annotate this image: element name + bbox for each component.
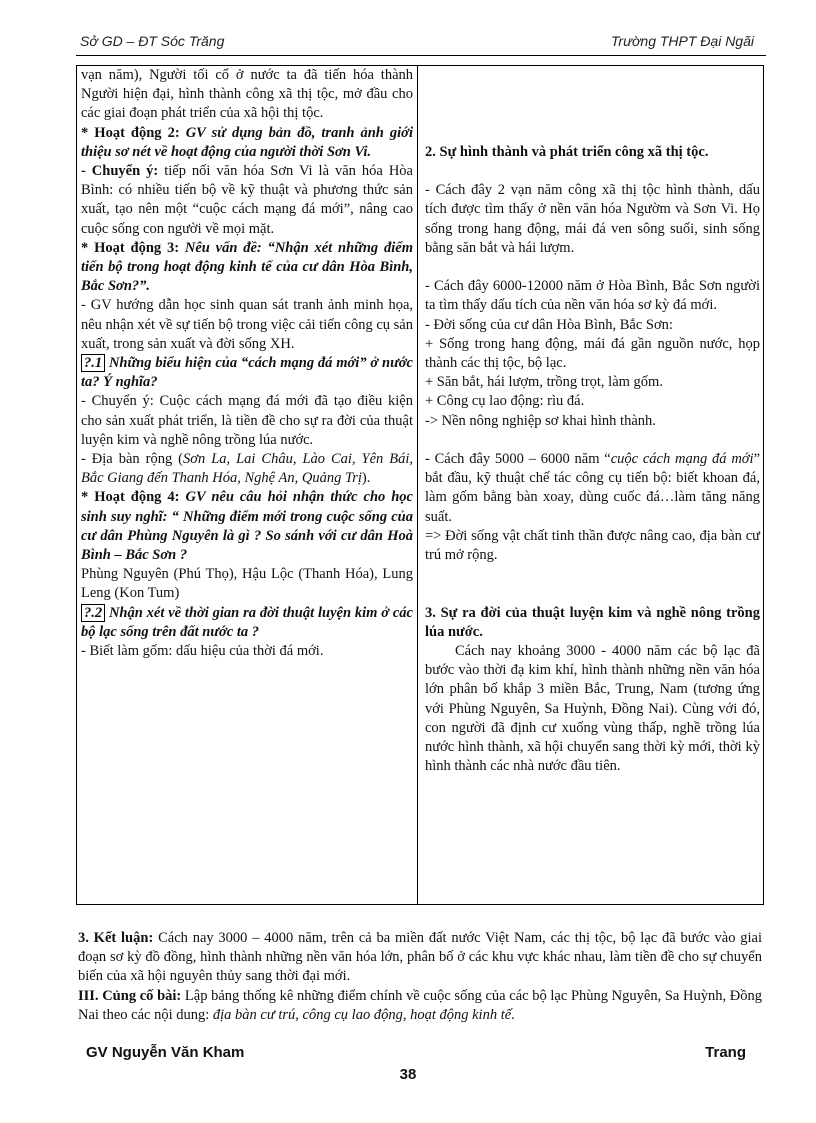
activity-3-text: Nêu vấn đề: “Nhận xét những điểm tiến bộ trong hoạt động kinh tế của cư dân Hòa Bình, Bắc Sơn?”. [81,239,413,295]
question-1-text: Những biểu hiện của “cách mạng đá mới” ở nước ta? Ý nghĩa? [81,355,413,391]
activity-2-label: * Hoạt động 2: [81,124,180,141]
section-2-p3-b: ” bắt đầu, kỹ thuật chế tác công cụ tiến bộ: biết khoan đá, làm gốm bằng bàn xoay, dùng cuốc đá…làm tăng năng suất. [425,450,761,525]
consolidation-label: III. Củng cố bài: [78,987,182,1004]
conclusion-text: Cách nay 3000 – 4000 năm, trên cả ba miền đất nước Việt Nam, các thị tộc, bộ lạc đã bước vào giai đoạn sơ kỳ đồ đồng, hình thành những nền văn hóa lớn, phân bố ở các khu vực khác nhau, làm tiền đề cho sự chuyển biến của xã hội nguyên thủy sang thời đại mới. [78,930,763,985]
section-2-title: 2. Sự hình thành và phát triển công xã thị tộc. [425,143,709,160]
section-2-line-4: + Công cụ lao động: rìu đá. [425,393,585,410]
page-number: 38 [399,1066,417,1083]
conclusion [78,929,762,987]
footer-page-label: Trang [705,1044,746,1061]
section-3-title: 3. Sự ra đời của thuật luyện kim và nghề nông trồng lúa nước. [425,604,760,640]
activity-2 [81,124,413,162]
section-2-line-5: -> Nền nông nghiệp sơ khai hình thành. [425,412,656,429]
conclusion-label: 3. Kết luận: [78,930,154,946]
section-2-p2: - Cách đây 6000-12000 năm ở Hòa Bình, Bắc Sơn người ta tìm thấy dấu tích của nền văn hóa sơ kỳ đá mới. [425,278,760,314]
conclusion-block [78,929,762,1025]
section-2-p3 [425,450,760,527]
header-right: Trường THPT Đại Ngãi [610,33,754,49]
wide-area-prefix: - Địa bàn rộng ( [81,451,183,468]
activity-4 [81,488,413,565]
section-2-line-2: + Sống trong hang động, mái đá gần nguồn nước, họp thành các thị tộc, bộ lạc. [425,335,760,371]
question-1-box: ?.1 [81,354,105,372]
activity-4-label: * Hoạt động 4: [81,489,180,506]
section-2-p3-a: - Cách đây 5000 – 6000 năm “ [425,450,611,467]
question-2 [81,604,413,642]
consolidation [78,987,762,1025]
section-3-p1: Cách nay khoảng 3000 - 4000 năm các bộ lạc đã bước vào thời đạ kim khí, hình thành những nền văn hóa lớn phân bố khắp 3 miền Bắc, Trung, Nam (tương ứng với Phùng Nguyên, Sa Huỳnh, Đồng Nai). Cùng với đó, con người đã định cư xuống vùng thấp, nghề trồng lúa nước hình thành, xã hội chuyển sang thời kỳ mới, thời kỳ hình thành các nhà nước đầu tiên. [425,642,760,775]
content-table [76,65,764,905]
question-2-box: ?.2 [81,604,105,622]
transition-1-text: tiếp nối văn hóa Sơn Vi là văn hóa Hòa Bình: có nhiều tiến bộ về kỹ thuật và phương thức sản xuất, tạo nên một “cuộc cách mạng đá mới”, nâng cao cuộc sống con người về mọi mặt. [81,163,413,237]
activity-4-text: GV nêu câu hỏi nhận thức cho học sinh suy nghĩ: “ Những điểm mới trong cuộc sống của cư dân Phùng Nguyên là gì ? So sánh với cư dân Hoà Bình – Bắc Sơn ? [81,489,413,564]
pottery-note: - Biết làm gốm: dấu hiệu của thời đá mới. [81,643,324,660]
section-2-line-3: + Săn bắt, hái lượm, trồng trọt, làm gốm. [425,374,663,391]
activity-3 [81,239,413,297]
wide-area-places: Sơn La, Lai Châu, Lào Cai, Yên Bái, Bắc Giang đến Thanh Hóa, Nghệ An, Quảng Trị [81,451,414,487]
left-column [81,66,413,661]
question-2-text: Nhận xét về thời gian ra đời thuật luyện kim ở các bộ lạc sống trên đất nước ta ? [81,604,413,640]
consolidation-text: Lập bảng thống kê những điểm chính về cuộc sống của các bộ lạc Phùng Nguyên, Sa Huỳnh, Đồng Nai theo các nội dung: [78,987,763,1023]
activity-2-text: GV sử dụng bản đồ, tranh ảnh giới thiệu sơ nét về hoạt động của người thời Sơn Vi. [81,124,413,160]
transition-1-label: - Chuyển ý: [81,163,159,180]
column-divider [417,66,418,904]
section-2-p4: => Đời sống vật chất tinh thần được nâng cao, địa bàn cư trú mở rộng. [425,527,760,563]
question-1 [81,354,413,392]
section-2-line-1: - Đời sống của cư dân Hòa Bình, Bắc Sơn: [425,316,673,333]
transition-2: - Chuyển ý: Cuộc cách mạng đá mới đã tạo điều kiện cho sản xuất phát triển, là tiền đề cho sự ra đời của thuật luyện kim và nghề nông trồng lúa nước. [81,393,413,448]
left-p1: vạn năm), Người tối cổ ở nước ta đã tiến hóa thành Người hiện đại, hình thành công xã thị tộc, mở đầu cho các giai đoạn phát triển của xã hội thị tộc. [81,67,413,122]
header-rule [76,55,766,56]
wide-area-suffix: ). [361,470,371,487]
activity-3-label: * Hoạt động 3: [81,239,180,256]
right-column [425,66,760,776]
consolidation-italic: địa bàn cư trú, công cụ lao động, hoạt động kinh tế [212,1006,512,1023]
section-2-p1: - Cách đây 2 vạn năm công xã thị tộc hình thành, dấu tích được tìm thấy ở nền văn hóa Ngườm và Sơn Vi. Họ sống trong hang động, mái đá ven sông suối, sinh sống bằng săn bắt và hái lượm. [425,182,760,256]
header-left: Sở GD – ĐT Sóc Trăng [80,33,225,49]
footer-author: GV Nguyễn Văn Kham [86,1044,245,1061]
consolidation-end: . [511,1006,515,1023]
wide-area [81,450,413,488]
transition-1 [81,162,413,239]
section-2-p3-italic: cuộc cách mạng đá mới [610,450,754,467]
phung-nguyen-sites: Phùng Nguyên (Phú Thọ), Hậu Lộc (Thanh Hóa), Lung Leng (Kon Tum) [81,566,413,602]
teacher-guidance: - GV hướng dẫn học sinh quan sát tranh ảnh minh họa, nêu nhận xét về sự tiến bộ trong việc cải tiến công cụ sản xuất, trong sản xuất và đời sống XH. [81,297,413,352]
